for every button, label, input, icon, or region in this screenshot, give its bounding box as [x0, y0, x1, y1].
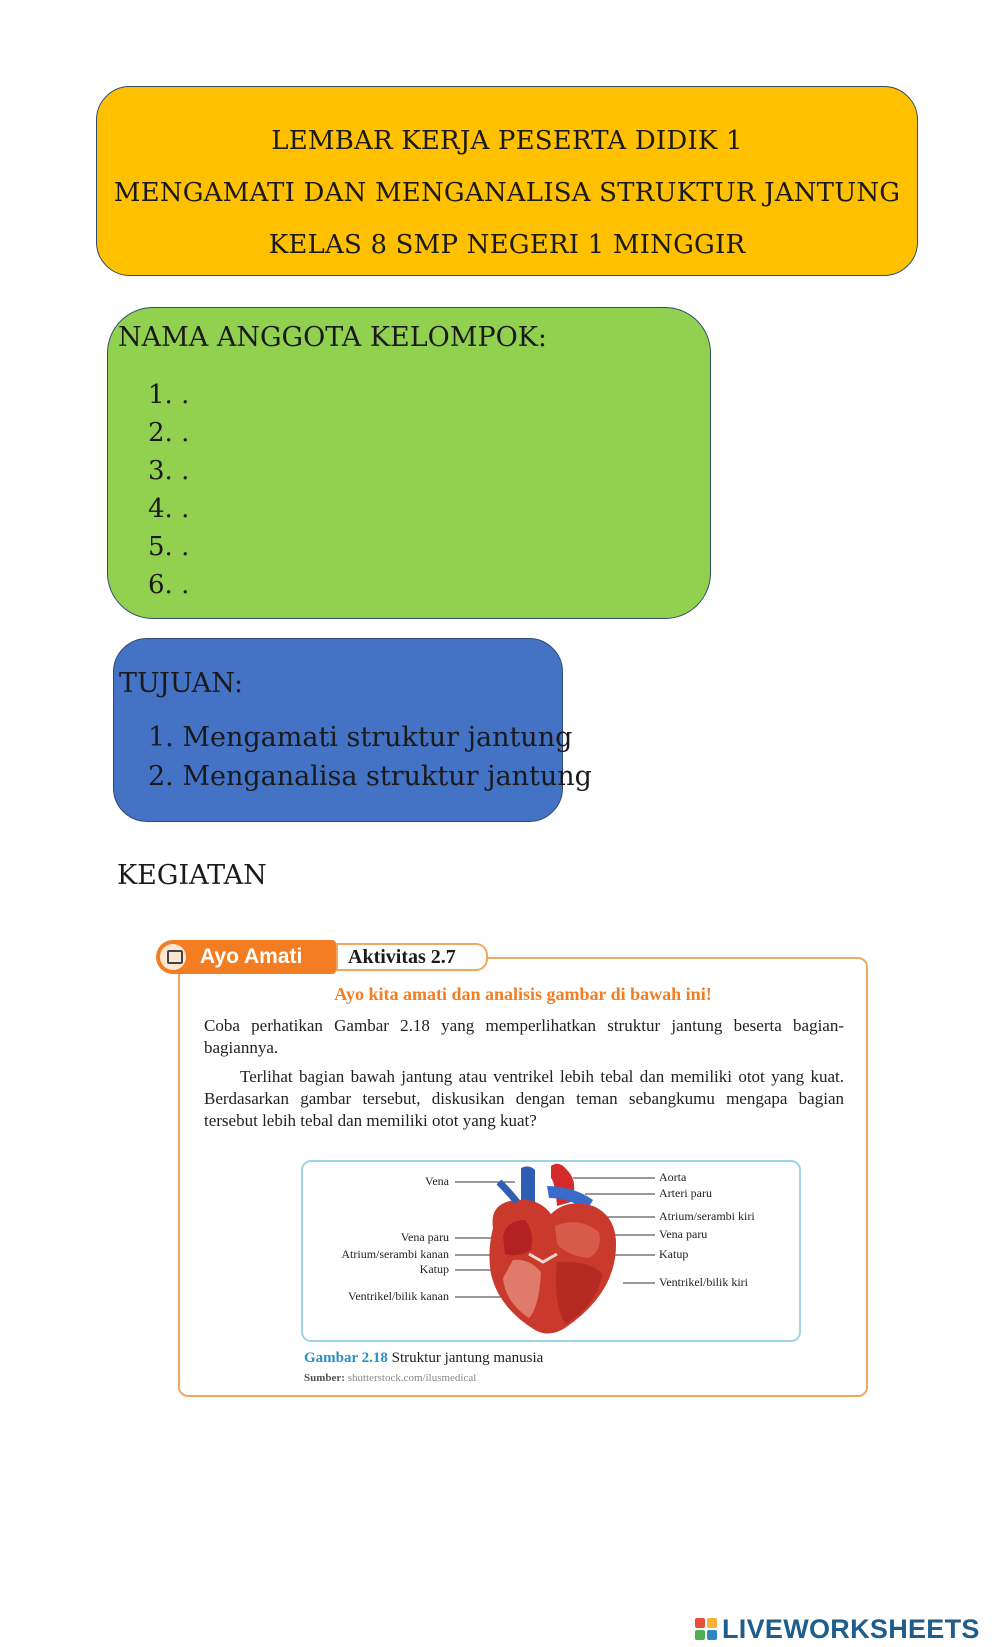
member-item-4[interactable]: 4. . [148, 494, 190, 524]
caption-number: Gambar 2.18 [304, 1350, 388, 1366]
member-item-3[interactable]: 3. . [148, 456, 190, 486]
goals-label: TUJUAN: [119, 668, 244, 699]
caption-text: Struktur jantung manusia [391, 1350, 544, 1366]
member-item-1[interactable]: 1. . [148, 380, 190, 410]
logo-square-4 [707, 1630, 717, 1640]
label-aorta: Aorta [659, 1170, 687, 1184]
badge-label: Ayo Amati [200, 945, 303, 968]
title-line-3: KELAS 8 SMP NEGERI 1 MINGGIR [268, 230, 746, 260]
members-label: NAMA ANGGOTA KELOMPOK: [118, 322, 548, 353]
activity-number-badge: Aktivitas 2.7 [336, 943, 488, 971]
logo-square-1 [695, 1618, 705, 1628]
label-atrium-kiri: Atrium/serambi kiri [659, 1209, 755, 1223]
activity-paragraph-1: Coba perhatikan Gambar 2.18 yang memperlihatkan struktur jantung beserta bagian-bagiannya. [204, 1016, 844, 1057]
activity-paragraph-2: Terlihat bagian bawah jantung atau ventrikel lebih tebal dan memiliki otot yang kuat. Berdasarkan gambar tersebut, diskusikan dengan teman sebangkumu mengapa bagian tersebut lebih tebal dan memiliki otot yang kuat? [204, 1067, 844, 1130]
figure-caption [304, 1350, 543, 1367]
liveworksheets-logo-icon [695, 1618, 717, 1640]
member-item-5[interactable]: 5. . [148, 532, 190, 562]
liveworksheets-brand[interactable]: LIVEWORKSHEETS [722, 1614, 980, 1644]
label-katup-right: Katup [659, 1247, 689, 1261]
label-ventrikel-kiri: Ventrikel/bilik kiri [659, 1275, 748, 1289]
logo-square-2 [707, 1618, 717, 1628]
heart-figure [301, 1160, 801, 1342]
label-katup-left: Katup [419, 1262, 449, 1276]
label-vena-paru-right: Vena paru [659, 1227, 708, 1241]
ayo-amati-badge [156, 940, 336, 974]
observe-icon [158, 942, 188, 972]
goal-item-2: 2. Menganalisa struktur jantung [148, 761, 592, 792]
member-item-2[interactable]: 2. . [148, 418, 190, 448]
members-box [107, 307, 711, 619]
title-line-2: MENGAMATI DAN MENGANALISA STRUKTUR JANTUNG [113, 178, 901, 208]
title-box [96, 86, 918, 276]
member-item-6[interactable]: 6. . [148, 570, 190, 600]
members-list [148, 376, 189, 604]
activity-label: KEGIATAN [117, 860, 267, 891]
label-vena: Vena [425, 1174, 449, 1188]
figure-source [304, 1372, 476, 1384]
source-key: Sumber: [304, 1372, 345, 1384]
goals-list [148, 718, 592, 796]
goal-item-1: 1. Mengamati struktur jantung [148, 722, 573, 753]
label-arteri-paru: Arteri paru [659, 1186, 712, 1200]
logo-square-3 [695, 1630, 705, 1640]
title-line-1: LEMBAR KERJA PESERTA DIDIK 1 [271, 126, 743, 156]
label-atrium-kanan: Atrium/serambi kanan [341, 1247, 449, 1261]
label-ventrikel-kanan: Ventrikel/bilik kanan [348, 1289, 449, 1303]
label-vena-paru-left: Vena paru [400, 1230, 449, 1244]
source-text: shutterstock.com/ilusmedical [347, 1372, 477, 1384]
activity-heading: Ayo kita amati dan analisis gambar di bawah ini! [334, 984, 712, 1004]
